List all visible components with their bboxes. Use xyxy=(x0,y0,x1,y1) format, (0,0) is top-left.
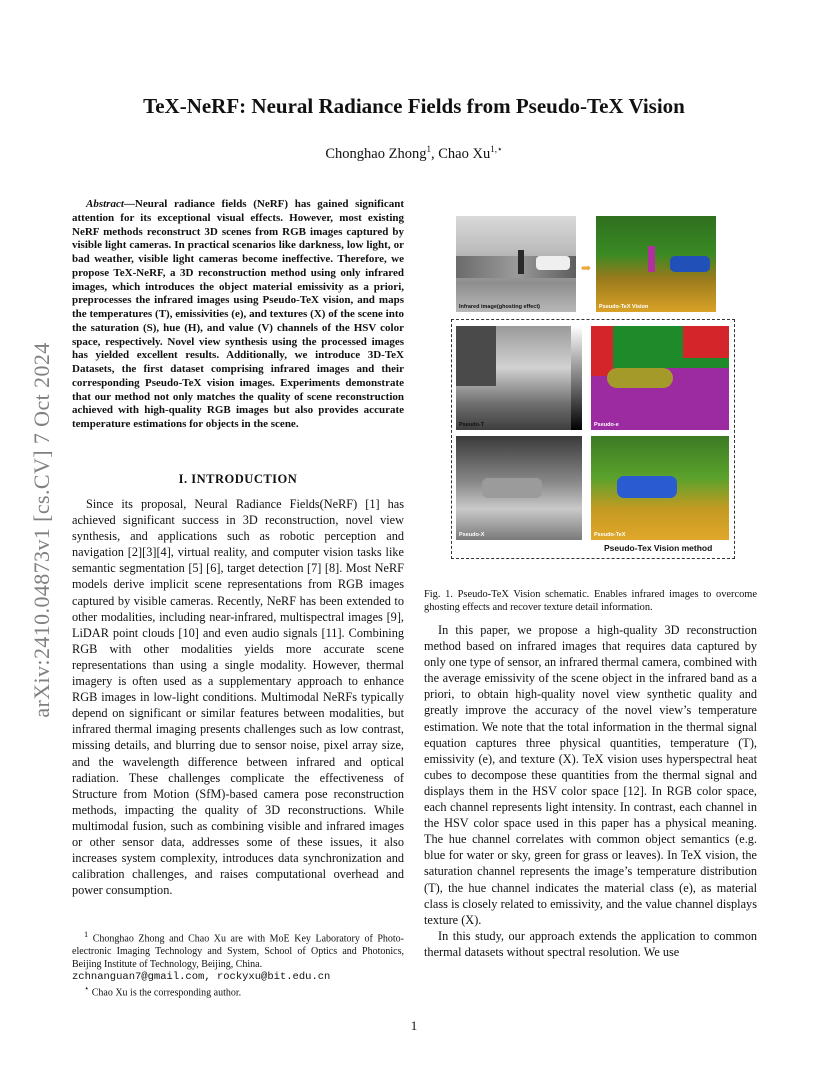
abstract-dash: — xyxy=(123,198,135,210)
section-heading-introduction: I. INTRODUCTION xyxy=(178,472,298,486)
abstract-label: Abstract xyxy=(86,198,124,210)
introduction-text xyxy=(72,496,404,898)
page-number: 1 xyxy=(410,1018,418,1033)
abstract xyxy=(72,198,404,432)
arxiv-stamp xyxy=(22,300,62,760)
pseudo-t-image xyxy=(456,326,582,430)
right-column-text xyxy=(424,622,757,960)
author-2-affil: 1,⋆ xyxy=(490,144,503,154)
footnote-1: $^1$ Chonghao Zhong and Chao Xu are with MoE Key Laboratory of Photo-electronic Imaging Technology and System, School of Optics and Photonics, Beijing Institute of Technology, Beijing, China. zchnanguan7@gmail.com, rockyxu@bit.edu.cn xyxy=(72,930,405,984)
label-pseudo-tex: Pseudo-TeX xyxy=(594,532,626,538)
infrared-image xyxy=(456,216,576,312)
figure-method-label: Pseudo-Tex Vision method xyxy=(604,543,713,553)
intro-paragraph: Since its proposal, Neural Radiance Fields(NeRF) [1] has achieved significant success in 3D reconstruction, novel view synthesis, and applications such as robotic perception and navigation [2][3][4], virtual reality, and computer vision tasks like semantic segmentation [5] [6], target detection [7] [8]. Most NeRF models derive implicit scene representations from RGB images captured by visible cameras. Recently, NeRF has been extended to other modalities, including near-infrared, multispectral images [9], LiDAR point clouds [10] and even audio signals [11]. Combining RGB with other modalities yields more accurate scene representations than using a single modality. However, thermal imagery is often used as a supplementary approach to enhance RGB images in low-light conditions. Multimodal NeRFs typically depend on significant or similar features between modalities, but infrared thermal imaging presents challenges such as low contrast, missing details, and blurring due to sensor noise, pixel array size, and the wavelength difference between infrared and optical radiation. These challenges complicate the effectiveness of Structure from Motion (SfM)-based camera pose reconstruction methods, impacting the quality of 3D reconstructions. While multimodal fusion, such as combining visible and infrared images or other sensor data, addresses some of these issues, it also increases system complexity, introduces data synchronization and calibration challenges, and raises computational overhead and power consumption. xyxy=(72,497,404,898)
label-infrared: Infrared image(ghosting effect) xyxy=(459,304,540,310)
paper-title: TeX-NeRF: Neural Radiance Fields from Pseudo-TeX Vision xyxy=(143,94,685,118)
right-paragraph-1: In this paper, we propose a high-quality 3D reconstruction method based on infrared images that requires data captured by only one type of sensor, an infrared thermal camera, combined with the average emissivity of the scene object in the infrared band as a priori, to obtain high-quality novel view synthetic quality and greatly improve the accuracy of the novel view’s temperature estimation. We note that the total information in the thermal signal equation captures three physical quantities, temperature (T), emissivity (e), and texture (X). TeX vision uses hyperspectral heat cubes to decompose these quantities from the thermal signal and displays them in the HSV color space [12]. In RGB color space, each channel represents light intensity. In contrast, each channel in the HSV color space used in this paper has a physical meaning. The hue channel correlates with common object semantics (e.g. blue for water or sky, green for grass or leaves). In TeX vision, the saturation channel represents the image’s temperature distribution (T), the hue channel indicates the material class (e), as material class is closely related to emissivity, and the value channel displays texture (X). xyxy=(424,623,757,927)
label-pseudo-t: Pseudo-T xyxy=(459,422,485,428)
footnote-2: ⋆ Chao Xu is the corresponding author. xyxy=(84,984,242,999)
footnote-emails: zchnanguan7@gmail.com, rockyxu@bit.edu.cn xyxy=(72,971,331,984)
pseudo-e-image xyxy=(591,326,729,430)
author-line xyxy=(0,144,828,163)
figure-caption: Fig. 1. Pseudo-TeX Vision schematic. Enables infrared images to overcome ghosting effects and recover texture detail information. xyxy=(424,589,757,613)
label-pseudo-e: Pseudo-e xyxy=(594,422,619,428)
pseudo-x-image xyxy=(456,436,582,540)
author-sep: , xyxy=(430,145,439,162)
label-pseudo-tex-vision: Pseudo-TeX Vision xyxy=(599,304,649,310)
pseudo-tex-vision-image xyxy=(596,216,716,312)
pseudo-tex-image xyxy=(591,436,729,540)
author-1: Chonghao Zhong xyxy=(325,145,427,162)
author-1-affil: 1 xyxy=(426,144,431,154)
arxiv-stamp-text: arXiv:2410.04873v1 [cs.CV] 7 Oct 2024 xyxy=(29,342,54,718)
label-pseudo-x: Pseudo-X xyxy=(459,532,485,538)
footnotes xyxy=(72,930,404,1000)
arrow-icon: ➡ xyxy=(581,261,592,275)
author-2: Chao Xu xyxy=(438,145,491,162)
right-paragraph-2: In this study, our approach extends the application to common thermal datasets without spectral resolution. We use xyxy=(424,928,757,959)
abstract-text: Neural radiance fields (NeRF) has gained significant attention for its exceptional visual effects. However, most existing NeRF methods reconstruct 3D scenes from RGB images captured by visible light cameras. In practical scenarios like darkness, low light, or bad weather, visible light cameras become ineffective. Therefore, we propose TeX-NeRF, a 3D reconstruction method using only infrared images, which introduces the object material emissivity as a priori, preprocesses the infrared images using Pseudo-TeX vision, and maps the temperatures (T), emissivities (e), and textures (X) of the scene into the saturation (S), hue (H), and value (V) channels of the HSV color space, respectively. Novel view synthesis using the processed images has yielded excellent results. Additionally, we introduce 3D-TeX Datasets, the first dataset comprising infrared images and their corresponding Pseudo-TeX vision images. Experiments demonstrate that our method not only matches the quality of scene reconstruction achieved with high-quality RGB images but also provides accurate temperature estimations for objects in the scene. xyxy=(72,198,404,430)
